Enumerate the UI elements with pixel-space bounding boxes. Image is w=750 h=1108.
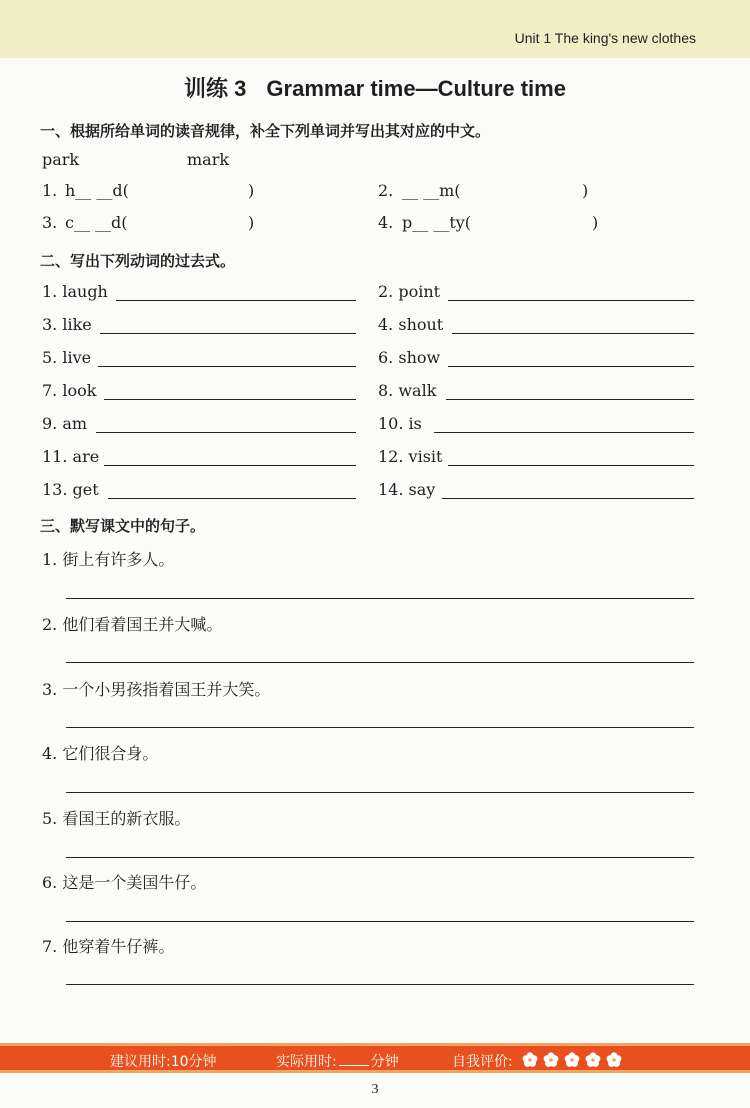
s1-item2-number: 2. [378,181,394,200]
footer-band [0,1043,750,1073]
lesson-label: 训练 3 [184,76,247,101]
answer-line[interactable] [66,727,694,728]
self-eval-flowers [520,1050,624,1070]
sentence-prompt: 7. 他穿着牛仔裤。 [42,937,175,956]
verb-item: 8. walk [378,381,437,400]
suggested-time: 建议用时:10分钟 [110,1054,217,1070]
s1-item1-close: ) [248,181,255,200]
answer-line[interactable] [66,792,694,793]
answer-line[interactable] [66,921,694,922]
actual-time [276,1051,399,1071]
verb-item: 9. am [42,414,88,433]
sentence-prompt: 4. 它们很合身。 [42,744,159,763]
answer-line[interactable] [100,333,356,334]
s1-item3-word: c__ __d( [65,213,128,232]
section1-heading: 一、根据所给单词的读音规律，补全下列单词并写出其对应的中文。 [40,122,491,140]
example-word-park: park [42,150,80,169]
answer-line[interactable] [104,465,356,466]
verb-item: 14. say [378,480,436,499]
flower-icon[interactable] [544,1052,559,1067]
sentence-prompt: 1. 街上有许多人。 [42,550,175,569]
actual-time-unit: 分钟 [370,1054,399,1070]
s1-item4-word: p__ __ty( [402,213,472,232]
verb-item: 5. live [42,348,92,367]
answer-line[interactable] [446,399,694,400]
s1-item1-word: h__ __d( [65,181,129,200]
answer-line[interactable] [66,857,694,858]
verb-item: 3. like [42,315,92,334]
sentence-prompt: 6. 这是一个美国牛仔。 [42,873,207,892]
verb-item: 4. shout [378,315,444,334]
answer-line[interactable] [434,432,694,433]
example-word-mark: mark [187,150,230,169]
answer-line[interactable] [98,366,356,367]
verb-item: 13. get [42,480,99,499]
s1-item2-close: ) [582,181,589,200]
sentence-prompt: 2. 他们看着国王并大喊。 [42,615,223,634]
answer-line[interactable] [442,498,694,499]
actual-time-blank[interactable] [339,1065,369,1066]
answer-line[interactable] [108,498,356,499]
answer-line[interactable] [66,984,694,985]
unit-title: Unit 1 The king's new clothes [514,30,696,46]
s1-item3-number: 3. [42,213,58,232]
answer-line[interactable] [66,598,694,599]
s1-item3-close: ) [248,213,255,232]
verb-item: 2. point [378,282,441,301]
answer-line[interactable] [66,662,694,663]
answer-line[interactable] [116,300,356,301]
flower-icon[interactable] [565,1052,580,1067]
answer-line[interactable] [448,366,694,367]
page-number: 3 [371,1082,379,1097]
verb-item: 7. look [42,381,97,400]
answer-line[interactable] [104,399,356,400]
answer-line[interactable] [448,465,694,466]
verb-item: 6. show [378,348,441,367]
verb-item: 10. is [378,414,422,433]
sentence-prompt: 5. 看国王的新衣服。 [42,809,191,828]
header-band [0,0,750,58]
section3-heading: 三、默写课文中的句子。 [40,517,206,535]
s1-item2-word: __ __m( [402,181,461,200]
sentence-prompt: 3. 一个小男孩指着国王并大笑。 [42,680,271,699]
flower-icon[interactable] [607,1052,622,1067]
answer-line[interactable] [96,432,356,433]
actual-time-label: 实际用时: [276,1054,337,1070]
verb-item: 11. are [42,447,100,466]
answer-line[interactable] [452,333,694,334]
s1-item4-number: 4. [378,213,394,232]
verb-item: 12. visit [378,447,443,466]
lesson-topic: Grammar time—Culture time [266,76,566,101]
answer-line[interactable] [448,300,694,301]
flower-icon[interactable] [586,1052,601,1067]
verb-item: 1. laugh [42,282,108,301]
self-eval-label: 自我评价: [452,1054,513,1070]
flower-icon[interactable] [523,1052,538,1067]
section2-heading: 二、写出下列动词的过去式。 [40,252,236,270]
s1-item4-close: ) [592,213,599,232]
s1-item1-number: 1. [42,181,58,200]
page-title [0,72,750,103]
